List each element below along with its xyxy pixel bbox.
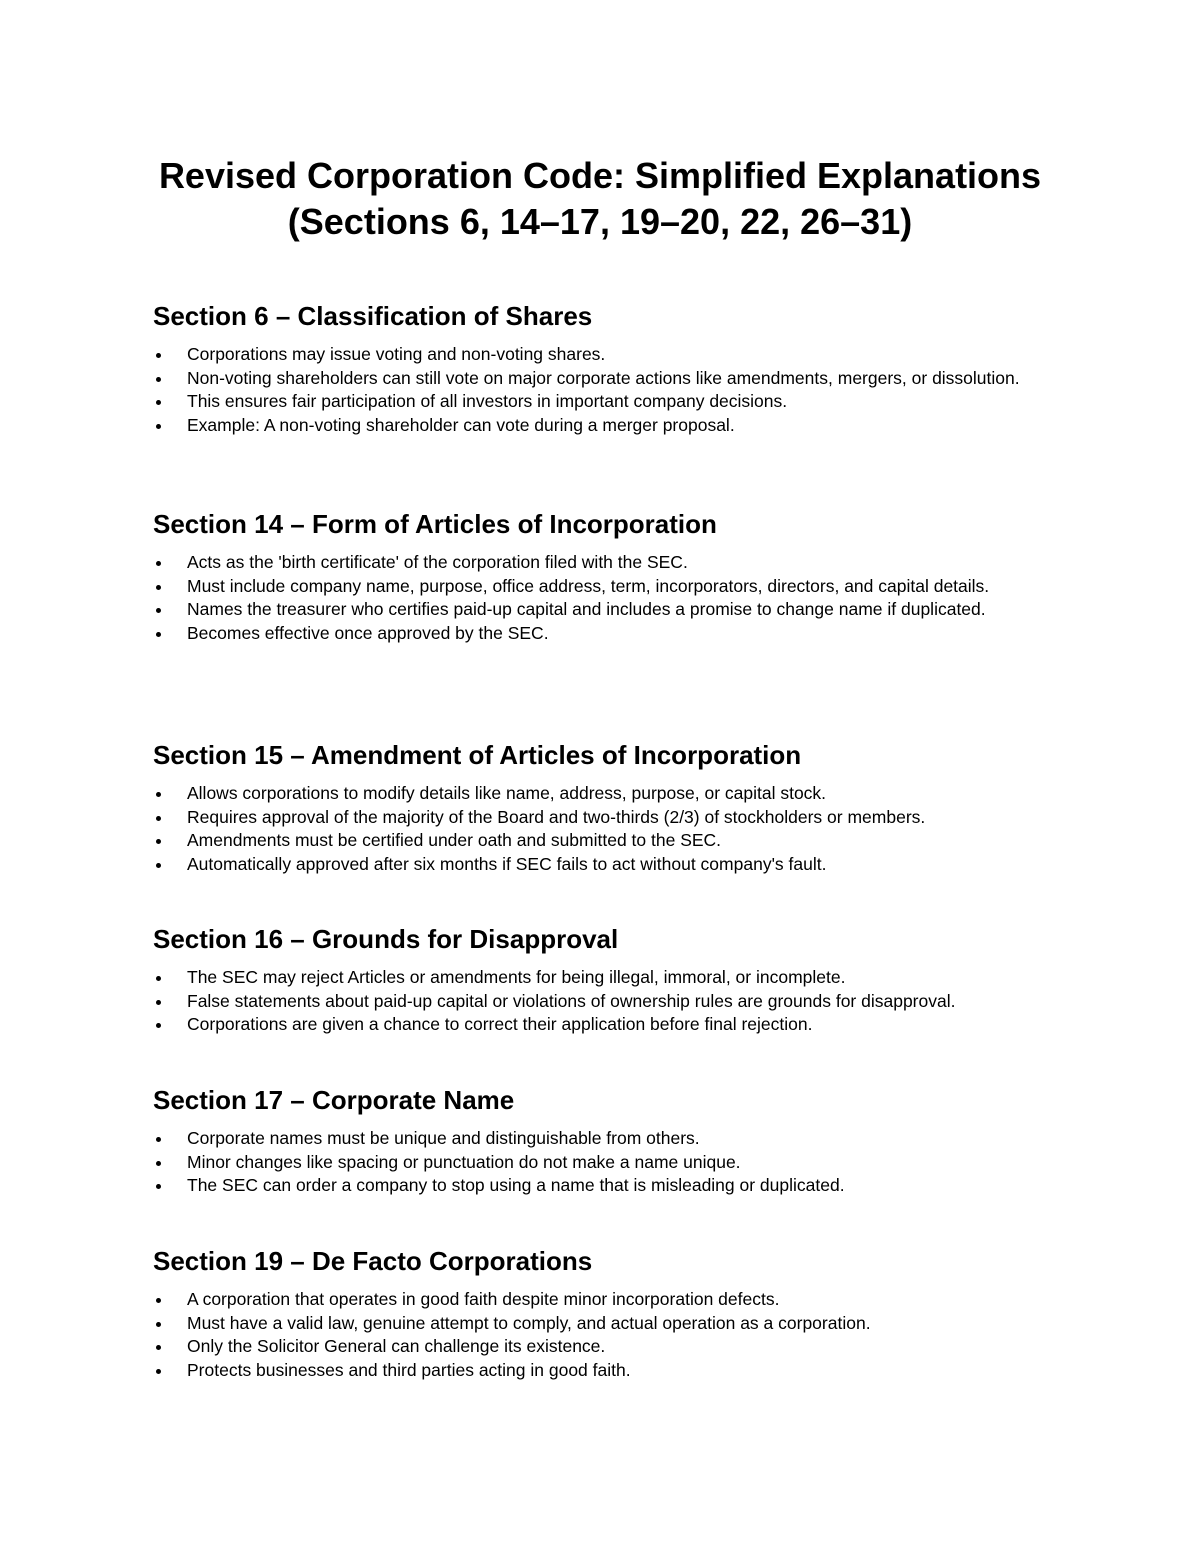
list-item-text: Requires approval of the majority of the Board and two-thirds (2/3) of stockholders or members.: [187, 806, 926, 827]
list-item: [153, 343, 1067, 367]
section-6: [153, 300, 1073, 437]
bullet-list: [153, 966, 1073, 1037]
list-item-text: Becomes effective once approved by the SEC.: [187, 622, 549, 643]
list-item-text: The SEC can order a company to stop using a name that is misleading or duplicated.: [187, 1175, 845, 1195]
bullet-icon: [156, 1369, 161, 1374]
bullet-icon: [156, 1000, 161, 1005]
document-title-line-2: (Sections 6, 14–17, 19–20, 22, 26–31): [287, 201, 913, 242]
list-item: [153, 367, 1067, 391]
list-item-text: Minor changes like spacing or punctuation do not make a name unique.: [187, 1151, 741, 1172]
list-item-text: Non-voting shareholders can still vote on major corporate actions like amendments, mergers, or dissolution.: [187, 367, 1020, 388]
bullet-icon: [156, 377, 161, 382]
document-title-line-1: Revised Corporation Code: Simplified Explanations: [158, 155, 1042, 196]
bullet-icon: [156, 400, 161, 405]
list-item: [153, 806, 1067, 830]
section-heading: Section 14 – Form of Articles of Incorporation: [153, 509, 717, 539]
bullet-icon: [156, 632, 161, 637]
list-item: [153, 414, 1067, 438]
section-15: [153, 739, 1073, 876]
bullet-icon: [156, 839, 161, 844]
list-item: [153, 622, 1067, 646]
list-item-text: Acts as the 'birth certificate' of the corporation filed with the SEC.: [187, 552, 688, 572]
list-item: [153, 1312, 1067, 1336]
section-14: [153, 508, 1073, 645]
list-item-text: Names the treasurer who certifies paid-up capital and includes a promise to change name if duplicated.: [187, 599, 986, 619]
list-item-text: This ensures fair participation of all investors in important company decisions.: [187, 391, 788, 411]
bullet-list: [153, 343, 1073, 437]
bullet-icon: [156, 1298, 161, 1303]
bullet-icon: [156, 863, 161, 868]
list-item-text: The SEC may reject Articles or amendments for being illegal, immoral, or incomplete.: [187, 967, 846, 987]
bullet-icon: [156, 608, 161, 613]
list-item: [153, 551, 1067, 575]
section-16: [153, 923, 1073, 1037]
bullet-list: [153, 1127, 1073, 1198]
document-title: [0, 153, 1200, 245]
list-item: [153, 966, 1067, 990]
bullet-icon: [156, 1023, 161, 1028]
section-heading: Section 19 – De Facto Corporations: [153, 1246, 593, 1276]
section-heading: Section 16 – Grounds for Disapproval: [153, 924, 619, 954]
bullet-icon: [156, 1322, 161, 1327]
bullet-icon: [156, 1137, 161, 1142]
list-item-text: Allows corporations to modify details like name, address, purpose, or capital stock.: [187, 783, 827, 803]
list-item-text: Example: A non-voting shareholder can vote during a merger proposal.: [187, 414, 735, 435]
list-item-text: Corporate names must be unique and distinguishable from others.: [187, 1128, 700, 1148]
section-heading: Section 17 – Corporate Name: [153, 1085, 515, 1115]
bullet-icon: [156, 353, 161, 358]
list-item-text: Automatically approved after six months if SEC fails to act without company's fault.: [187, 853, 827, 874]
list-item-text: Only the Solicitor General can challenge its existence.: [187, 1336, 606, 1356]
bullet-list: [153, 782, 1073, 876]
bullet-icon: [156, 561, 161, 566]
bullet-icon: [156, 792, 161, 797]
list-item-text: Protects businesses and third parties acting in good faith.: [187, 1359, 631, 1380]
bullet-icon: [156, 1184, 161, 1189]
list-item: [153, 1359, 1067, 1383]
bullet-icon: [156, 424, 161, 429]
list-item-text: Must include company name, purpose, office address, term, incorporators, directors, and capital details.: [187, 575, 990, 596]
bullet-list: [153, 551, 1073, 645]
list-item: [153, 853, 1067, 877]
list-item: [153, 1174, 1067, 1198]
bullet-icon: [156, 1345, 161, 1350]
section-17: [153, 1084, 1073, 1198]
list-item: [153, 1151, 1067, 1175]
section-heading: Section 6 – Classification of Shares: [153, 301, 593, 331]
list-item: [153, 1288, 1067, 1312]
list-item-text: False statements about paid-up capital or violations of ownership rules are grounds for disapproval.: [187, 990, 956, 1011]
list-item: [153, 782, 1067, 806]
list-item-text: A corporation that operates in good faith despite minor incorporation defects.: [187, 1289, 780, 1309]
list-item: [153, 990, 1067, 1014]
bullet-icon: [156, 1161, 161, 1166]
section-19: [153, 1245, 1073, 1382]
list-item: [153, 829, 1067, 853]
list-item: [153, 575, 1067, 599]
section-heading: Section 15 – Amendment of Articles of Incorporation: [153, 740, 802, 770]
list-item: [153, 1335, 1067, 1359]
list-item: [153, 1013, 1067, 1037]
list-item-text: Must have a valid law, genuine attempt to comply, and actual operation as a corporation.: [187, 1312, 871, 1333]
bullet-icon: [156, 976, 161, 981]
list-item: [153, 390, 1067, 414]
bullet-icon: [156, 585, 161, 590]
list-item-text: Corporations are given a chance to correct their application before final rejection.: [187, 1014, 813, 1034]
list-item: [153, 1127, 1067, 1151]
list-item-text: Amendments must be certified under oath and submitted to the SEC.: [187, 830, 722, 850]
bullet-icon: [156, 816, 161, 821]
list-item: [153, 598, 1067, 622]
bullet-list: [153, 1288, 1073, 1382]
list-item-text: Corporations may issue voting and non-voting shares.: [187, 344, 606, 364]
